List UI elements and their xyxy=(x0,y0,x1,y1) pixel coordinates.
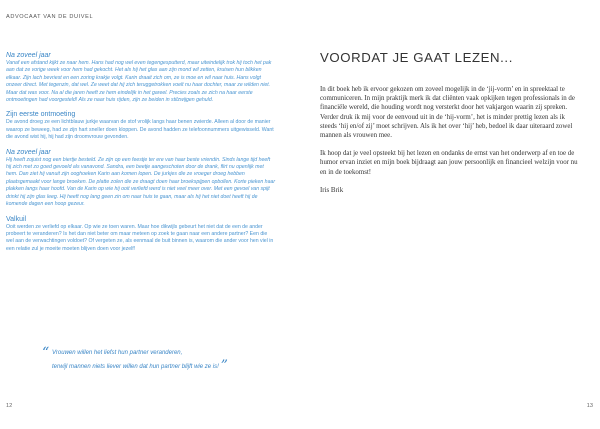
intro-paragraph-1: In dit boek heb ik ervoor gekozen om zoveel mogelijk in de ‘jij-vorm’ en in spreektaal te communiceren. In mijn praktijk merk ik dat cliënten vaak opkijken tegen professionals in de financiële wereld, die houding wordt nog versterkt door het vakjargon waarin zij spreken. xyxy=(320,86,575,112)
section-body: Hij heeft zojuist nog een biertje besteld. Ze zijn op een feestje ter ere van haar beste vriendin. Sinds lange tijd heeft hij zich met zo goed gevoeld als vanavond. Sandra, een beetje aangeschoten door de drank, flirt nu openlijk met hem. Dan ziet hij vanuit zijn ooghoeken Karin aan komen lopen. De jurkjes die ze vroeger droeg hebben plaatsgemaakt voor lange broeken. De platte zolen die ze draagt doen haar broekspijpen opbollen. Korte pieken haar plakken langs haar hoofd. Van de Karin op wie hij ooit verliefd werd is niet veel meer over. Met een gevoel van spijt drinkt hij zijn glas leeg. Hij heeft nog lang geen zin om naar huis te gaan, maar als hij het niet doet heeft hij de komende dagen een hoop gezeur. xyxy=(6,156,276,208)
quote-line-1: Vrouwen willen het liefst hun partner veranderen, xyxy=(52,350,183,356)
section-title: Valkuil xyxy=(6,215,27,223)
section-title: Na zoveel jaar xyxy=(6,148,51,156)
pull-quote xyxy=(42,345,267,374)
quote-line-2-wrap xyxy=(52,357,267,374)
author-signature: Iris Brik xyxy=(320,186,344,194)
section-na-zoveel-jaar-1 xyxy=(6,52,276,104)
section-body: De avond droeg ze een lichtblauw jurkje waarvan de stof vrolijk langs haar benen zwierde. Alleen al door de manier waarop ze beweeg, had ze zijn hart sneller doen kloppen. De avond hadden ze telefoonnummers uitgewisseld. Want die avond wist hij, hij had zijn droomvrouw gevonden. xyxy=(6,119,274,141)
section-valkuil xyxy=(6,216,276,254)
section-body: Vanaf een afstand kijkt ze naar hem. Hans had nog wel even tegengesputterd, maar uiteindelijk trok hij toch het pak aan dat ze vorige week voor hem had gekocht. Het als hij het glas aan zijn mond wil zetten, kruisen hun blikken elkaar. Zijn lach bevriest en een zoring krakje volgt. Karin draait zich om, ze is moe en wil naar huis. Hans volgt onzeer direct. Met tegenzin, dat wel. Ze weet dat hij zich teruggetrokken voelt nu haar dochter, maar ze wilden niet. Maar dat was voor. Na al die jaren heeft ze hem eindelijk in het gareel. Precies zoals ze zich na haar eerste ontmoetingen had voorgesteld! Als ze naar huis rijden, zijn ze beiden in stilzwijgen gehuld. xyxy=(6,60,272,104)
right-page xyxy=(300,0,600,429)
chapter-title: VOORDAT JE GAAT LEZEN... xyxy=(320,50,513,65)
running-header: ADVOCAAT VAN DE DUIVEL xyxy=(6,14,94,20)
intro-paragraph-2: Verder druk ik mij voor de eenvoud uit in de ‘hij-vorm’, het is minder prettig lezen als ik steeds ‘hij en/of zij’ moet schrijven. Als ik het over ‘hij’ heb, bedoel ik daar uiteraard zowel mannen als vrouwen mee. xyxy=(320,113,573,140)
section-body: Ooit werden ze verliefd op elkaar. Op wie ze toen waren. Maar hoe dikwijls gebeurt het niet dat de een de ander probeert te veranderen? Is het dan niet beter om maar meteen op zoek te gaan naar een andere partner? Een die wel aan de verwachtingen voldoet? Of vergeten ze, als eenmaal de buit binnen is, waarom die ander voor hen viel in een relatie zul je moeite moeten blijven doen voor jezelf! xyxy=(6,223,274,252)
left-column xyxy=(6,52,276,260)
quote-line-2: terwijl mannen niets liever willen dat hun partner blijft wie ze is! xyxy=(52,364,219,370)
intro-paragraph-3: Ik hoop dat je veel opsteekt bij het lezen en ondanks de ernst van het onderwerp af en toe de humor ervan inziet en mijn boek bijdraagt aan jouw persoonlijk en financieel welzijn voor nu en in de toekomst! xyxy=(320,150,578,176)
section-title: Na zoveel jaar xyxy=(6,52,51,59)
section-title: Zijn eerste ontmoeting xyxy=(6,111,76,119)
section-zijn-eerste-ontmoeting xyxy=(6,111,276,141)
page-number-right: 13 xyxy=(586,403,593,409)
right-column xyxy=(320,50,582,195)
open-quote-mark: “ xyxy=(42,345,50,361)
close-quote-mark: ” xyxy=(220,358,228,374)
page-number-left: 12 xyxy=(6,403,13,409)
section-na-zoveel-jaar-2 xyxy=(6,149,276,209)
